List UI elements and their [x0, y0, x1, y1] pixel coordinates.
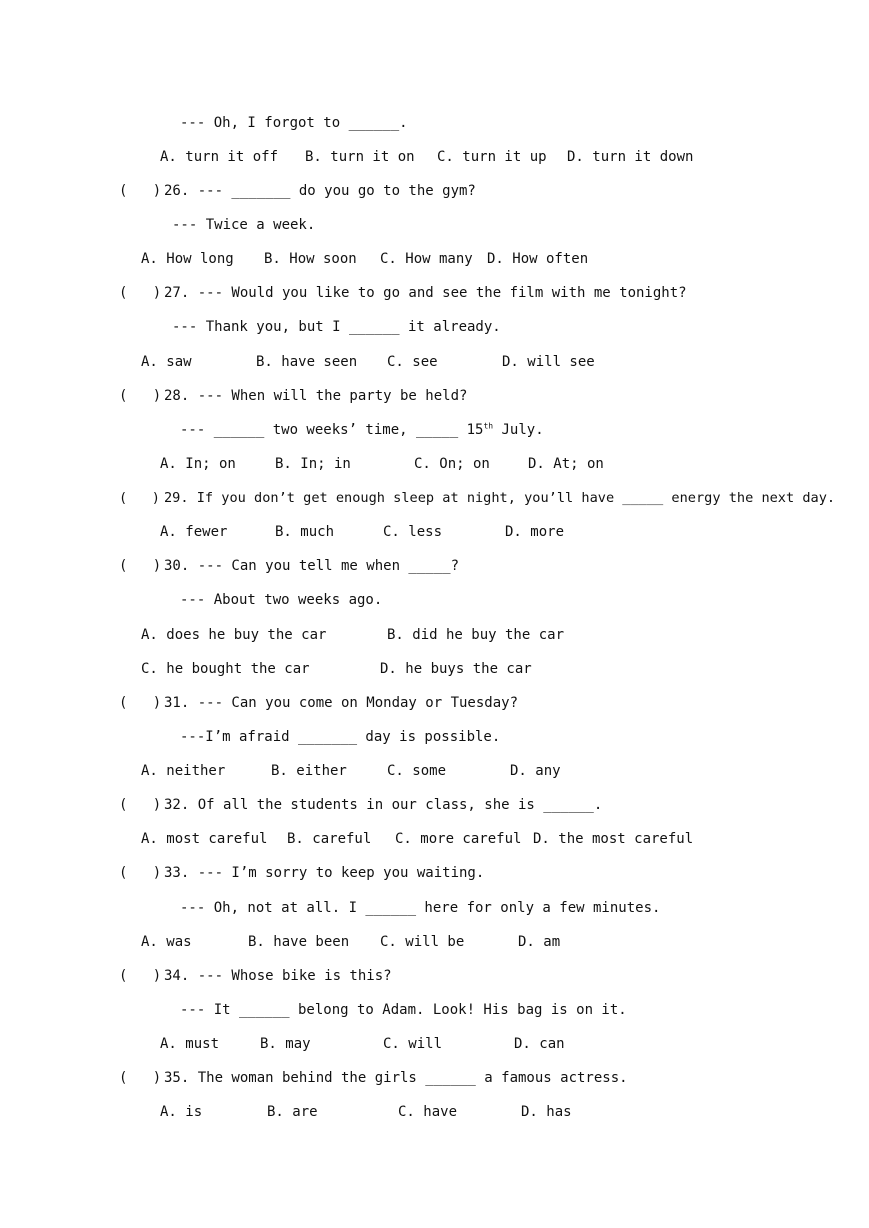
q25-answer-line: --- Oh, I forgot to ______. — [180, 115, 408, 131]
q25-option-c: C. turn it up — [437, 149, 547, 165]
q30-option-b: B. did he buy the car — [387, 627, 565, 643]
q35-question — [119, 1069, 628, 1087]
answer-blank-parentheses: ( ) — [119, 968, 162, 984]
q31-option-c: C. some — [387, 763, 447, 779]
q28-answer-text-end: July. — [493, 422, 544, 438]
q31-option-d: D. any — [510, 763, 561, 779]
q35-option-d: D. has — [521, 1104, 572, 1120]
q26-stem: 26. --- _______ do you go to the gym? — [164, 183, 476, 199]
q29-option-a: A. fewer — [160, 524, 228, 540]
q25-option-d: D. turn it down — [567, 149, 694, 165]
q33-option-c: C. will be — [380, 934, 465, 950]
q33-question — [119, 864, 484, 882]
answer-blank-parentheses: ( ) — [119, 865, 162, 881]
q34-option-d: D. can — [514, 1036, 565, 1052]
q27-question — [119, 284, 687, 302]
q27-option-b: B. have seen — [256, 354, 358, 370]
answer-blank-parentheses: ( ) — [119, 388, 162, 404]
q32-option-d: D. the most careful — [533, 831, 694, 847]
q30-question — [119, 557, 459, 575]
q28-option-b: B. In; in — [275, 456, 351, 472]
q28-answer-text: --- ______ two weeks’ time, _____ 15 — [180, 422, 484, 438]
q29-option-d: D. more — [505, 524, 565, 540]
q27-option-d: D. will see — [502, 354, 595, 370]
answer-blank-parentheses: ( ) — [119, 1070, 162, 1086]
q31-option-a: A. neither — [141, 763, 226, 779]
q28-option-a: A. In; on — [160, 456, 236, 472]
q25-option-b: B. turn it on — [305, 149, 415, 165]
q32-question — [119, 796, 602, 814]
q35-option-b: B. are — [267, 1104, 318, 1120]
q30-answer-line: --- About two weeks ago. — [180, 592, 383, 608]
q35-option-c: C. have — [398, 1104, 458, 1120]
q31-question — [119, 694, 518, 712]
q31-option-b: B. either — [271, 763, 347, 779]
q34-stem: 34. --- Whose bike is this? — [164, 968, 392, 984]
answer-blank-parentheses: ( ) — [119, 695, 162, 711]
q28-question — [119, 387, 467, 405]
q30-option-a: A. does he buy the car — [141, 627, 327, 643]
answer-blank-parentheses: ( ) — [119, 285, 162, 301]
q30-option-d: D. he buys the car — [380, 661, 532, 677]
q29-question — [119, 489, 835, 507]
answer-blank-parentheses: ( ) — [119, 558, 162, 574]
q35-option-a: A. is — [160, 1104, 203, 1120]
q32-option-b: B. careful — [287, 831, 372, 847]
q32-option-c: C. more careful — [395, 831, 522, 847]
q26-question — [119, 182, 476, 200]
q26-option-c: C. How many — [380, 251, 473, 267]
q30-option-c: C. he bought the car — [141, 661, 310, 677]
answer-blank-parentheses: ( ) — [119, 183, 162, 199]
q28-option-d: D. At; on — [528, 456, 604, 472]
q33-answer-line: --- Oh, not at all. I ______ here for only a few minutes. — [180, 900, 661, 916]
q26-option-d: D. How often — [487, 251, 589, 267]
q28-answer-line — [180, 421, 544, 439]
q29-stem: 29. If you don’t get enough sleep at night, you’ll have _____ energy the next day. — [164, 490, 836, 506]
q31-stem: 31. --- Can you come on Monday or Tuesday? — [164, 695, 519, 711]
answer-blank-parentheses: ( ) — [119, 797, 162, 813]
q34-answer-line: --- It ______ belong to Adam. Look! His bag is on it. — [180, 1002, 627, 1018]
q33-stem: 33. --- I’m sorry to keep you waiting. — [164, 865, 485, 881]
q32-option-a: A. most careful — [141, 831, 268, 847]
q25-option-a: A. turn it off — [160, 149, 279, 165]
q35-stem: 35. The woman behind the girls ______ a famous actress. — [164, 1070, 628, 1086]
q31-answer-line: ---I’m afraid _______ day is possible. — [180, 729, 501, 745]
q28-option-c: C. On; on — [414, 456, 490, 472]
q32-stem: 32. Of all the students in our class, she is ______. — [164, 797, 603, 813]
q33-option-d: D. am — [518, 934, 561, 950]
answer-blank-parentheses: ( ) — [119, 490, 160, 506]
q29-option-c: C. less — [383, 524, 443, 540]
q33-option-b: B. have been — [248, 934, 350, 950]
q28-stem: 28. --- When will the party be held? — [164, 388, 468, 404]
q29-option-b: B. much — [275, 524, 335, 540]
q34-option-b: B. may — [260, 1036, 311, 1052]
q34-option-c: C. will — [383, 1036, 443, 1052]
q26-answer-line: --- Twice a week. — [172, 217, 316, 233]
q34-option-a: A. must — [160, 1036, 220, 1052]
q28-ordinal-suffix: th — [483, 421, 494, 431]
q27-stem: 27. --- Would you like to go and see the film with me tonight? — [164, 285, 687, 301]
q33-option-a: A. was — [141, 934, 192, 950]
q26-option-a: A. How long — [141, 251, 234, 267]
q27-answer-line: --- Thank you, but I ______ it already. — [172, 319, 501, 335]
q27-option-c: C. see — [387, 354, 438, 370]
q34-question — [119, 967, 392, 985]
q26-option-b: B. How soon — [264, 251, 357, 267]
q30-stem: 30. --- Can you tell me when _____? — [164, 558, 460, 574]
q27-option-a: A. saw — [141, 354, 192, 370]
